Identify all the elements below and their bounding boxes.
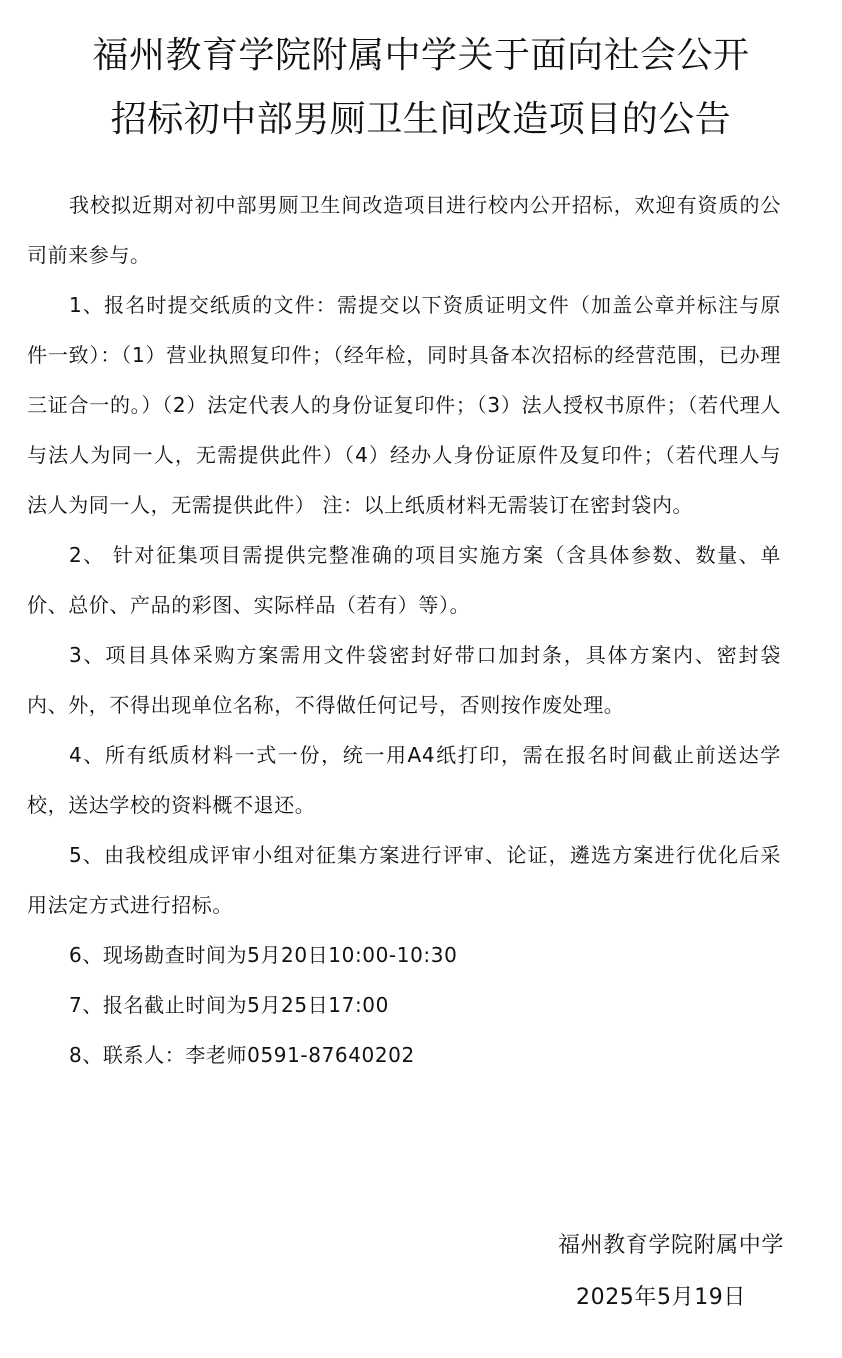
- page-title: [0, 24, 842, 152]
- item-5-paragraph: 5、由我校组成评审小组对征集方案进行评审、论证，遴选方案进行优化后采用法定方式进行招标。: [27, 843, 781, 917]
- item-6-paragraph: 6、现场勘查时间为5月20日10:00-10:30: [69, 943, 458, 967]
- signature-date: 2025年5月19日: [576, 1285, 746, 1310]
- intro-paragraph: 我校拟近期对初中部男厕卫生间改造项目进行校内公开招标，欢迎有资质的公司前来参与。: [27, 193, 781, 267]
- item-4-paragraph: 4、所有纸质材料一式一份，统一用A4纸打印，需在报名时间截止前送达学校，送达学校的资料概不退还。: [27, 743, 781, 817]
- item-2-paragraph: 2、 针对征集项目需提供完整准确的项目实施方案（含具体参数、数量、单价、总价、产品的彩图、实际样品（若有）等）。: [27, 543, 781, 617]
- title-line-2: 招标初中部男厕卫生间改造项目的公告: [110, 99, 732, 141]
- item-7-paragraph: 7、报名截止时间为5月25日17:00: [69, 993, 389, 1017]
- notice-body: [27, 180, 781, 1080]
- signature-org: 福州教育学院附属中学: [557, 1233, 784, 1258]
- item-8-paragraph: 8、联系人：李老师0591-87640202: [69, 1043, 415, 1067]
- signature-block: [558, 1220, 784, 1324]
- item-3-paragraph: 3、项目具体采购方案需用文件袋密封好带口加封条，具体方案内、密封袋内、外，不得出现单位名称，不得做任何记号，否则按作废处理。: [27, 643, 781, 717]
- title-line-1: 福州教育学院附属中学关于面向社会公开: [92, 35, 750, 77]
- item-1-paragraph: 1、报名时提交纸质的文件：需提交以下资质证明文件（加盖公章并标注与原件一致）：（1）营业执照复印件；（经年检，同时具备本次招标的经营范围，已办理三证合一的。）（2）法定代表人的身份证复印件；（3）法人授权书原件；（若代理人与法人为同一人，无需提供此件）（4）经办人身份证原件及复印件；（若代理人与法人为同一人，无需提供此件） 注：以上纸质材料无需装订在密封袋内。: [27, 293, 781, 517]
